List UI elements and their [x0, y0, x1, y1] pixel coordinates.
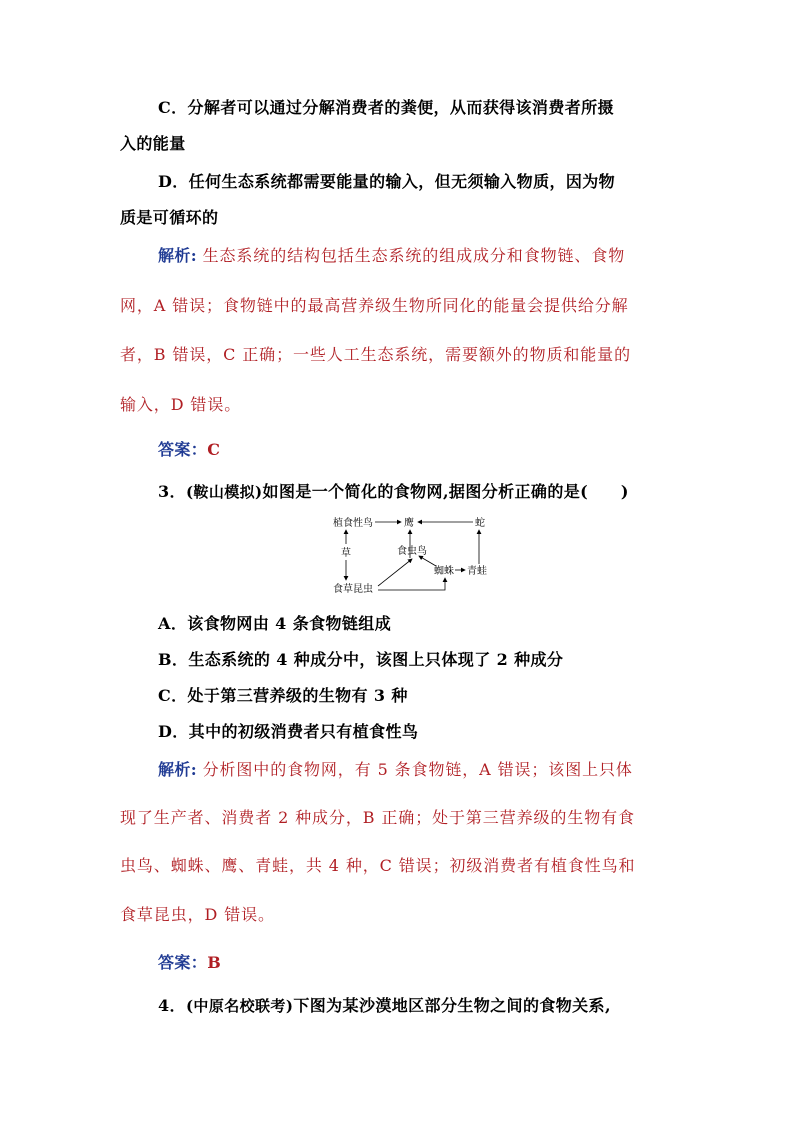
answer-value: C	[207, 440, 221, 459]
node-eagle: 鹰	[404, 518, 414, 529]
arrow-spider-to-insectivore	[419, 556, 436, 566]
arrow-insect-to-insectivore	[378, 559, 412, 586]
q3-option-b: B．生态系统的 4 种成分中，该图上只体现了 2 种成分	[158, 650, 564, 669]
q3-analysis-line2: 现了生产者、消费者 2 种成分，B 正确；处于第三营养级的生物有食	[120, 808, 635, 827]
food-web-diagram	[333, 514, 493, 596]
question-number: 4．	[158, 996, 186, 1015]
analysis-label: 解析:	[158, 760, 198, 779]
question-source: (鞍山模拟)	[185, 483, 263, 501]
node-frog: 青蛙	[467, 566, 487, 577]
node-insectivore-bird: 食虫鸟	[397, 546, 427, 557]
node-grass: 草	[341, 548, 351, 559]
node-herbivore-bird: 植食性鸟	[333, 518, 373, 529]
answer-value: B	[207, 953, 222, 972]
analysis-text: 生态系统的结构包括生态系统的组成成分和食物链、食物	[202, 246, 626, 265]
q2-option-d-line1: D．任何生态系统都需要能量的输入，但无须输入物质，因为物	[158, 172, 616, 191]
q2-option-c-line2: 入的能量	[120, 134, 186, 153]
q3-option-a: A．该食物网由 4 条食物链组成	[158, 614, 392, 633]
q2-answer	[158, 440, 220, 460]
node-grass-insect: 食草昆虫	[333, 584, 373, 595]
q2-analysis-line2: 网，A 错误；食物链中的最高营养级生物所同化的能量会提供给分解	[120, 296, 629, 315]
node-spider: 蜘蛛	[434, 566, 454, 577]
q2-analysis-line3: 者，B 错误，C 正确；一些人工生态系统，需要额外的物质和能量的	[120, 345, 631, 364]
q3-option-c: C．处于第三营养级的生物有 3 种	[158, 686, 408, 705]
arrow-insect-to-spider	[378, 578, 445, 590]
q3-analysis-line3: 虫鸟、蜘蛛、鹰、青蛙，共 4 种，C 错误；初级消费者有植食性鸟和	[120, 856, 636, 875]
analysis-text: 分析图中的食物网，有 5 条食物链，A 错误；该图上只体	[202, 760, 633, 779]
q3-answer	[158, 953, 221, 973]
q3-option-d: D．其中的初级消费者只有植食性鸟	[158, 722, 419, 741]
question-text: 如图是一个简化的食物网,据图分析正确的是( )	[262, 482, 629, 501]
node-snake: 蛇	[475, 518, 485, 529]
q2-option-d-line2: 质是可循环的	[120, 208, 219, 227]
question-text: 下图为某沙漠地区部分生物之间的食物关系,	[293, 996, 611, 1015]
q3-analysis-line1	[158, 760, 633, 780]
answer-label: 答案：	[158, 953, 208, 972]
q2-option-c-line1: C．分解者可以通过分解消费者的粪便，从而获得该消费者所摄	[158, 98, 614, 117]
answer-label: 答案：	[158, 440, 208, 459]
question-source: (中原名校联考)	[185, 997, 294, 1015]
q2-analysis-line4: 输入，D 错误。	[120, 395, 242, 414]
analysis-label: 解析:	[158, 246, 198, 265]
q2-analysis-line1	[158, 246, 625, 266]
q3-stem	[158, 482, 629, 502]
question-number: 3．	[158, 482, 186, 501]
q3-analysis-line4: 食草昆虫，D 错误。	[120, 905, 275, 924]
q4-stem	[158, 996, 611, 1016]
